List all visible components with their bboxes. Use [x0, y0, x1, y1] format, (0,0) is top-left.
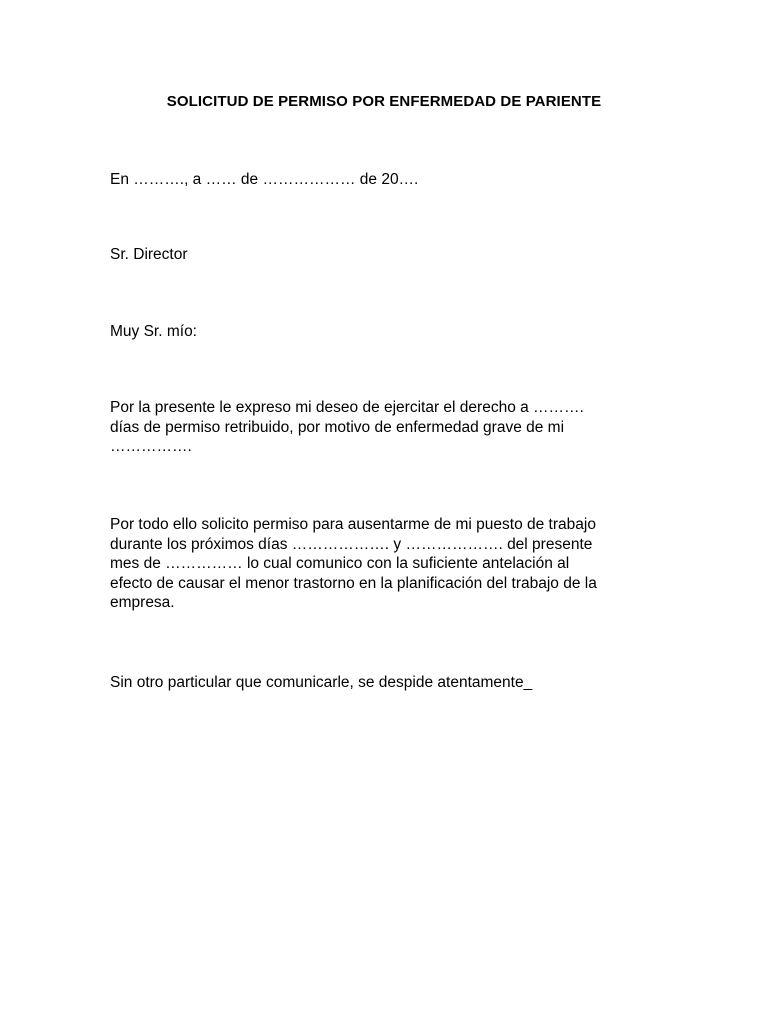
paragraph-line: ……………. [110, 438, 192, 456]
salutation: Muy Sr. mío: [110, 323, 197, 340]
paragraph-details [110, 515, 670, 613]
paragraph-line: empresa. [110, 594, 175, 612]
paragraph-line: efecto de causar el menor trastorno en la planificación del trabajo de la [110, 574, 597, 592]
paragraph-line: Por todo ello solicito permiso para ausentarme de mi puesto de trabajo [110, 516, 596, 533]
recipient: Sr. Director [110, 246, 188, 263]
date-line: En ………., a …… de ……………… de 20…. [110, 171, 419, 188]
paragraph-line: mes de …………… lo cual comunico con la suficiente antelación al [110, 555, 570, 573]
paragraph-line: días de permiso retribuido, por motivo de enfermedad grave de mi [110, 418, 565, 436]
paragraph-line: Por la presente le expreso mi deseo de ejercitar el derecho a ………. [110, 399, 584, 416]
document-title: SOLICITUD DE PERMISO POR ENFERMEDAD DE PARIENTE [166, 93, 602, 110]
closing-line: Sin otro particular que comunicarle, se despide atentamente_ [110, 674, 533, 691]
paragraph-line: durante los próximos días ………………. y ………………. del presente [110, 535, 593, 553]
paragraph-request [110, 398, 670, 457]
